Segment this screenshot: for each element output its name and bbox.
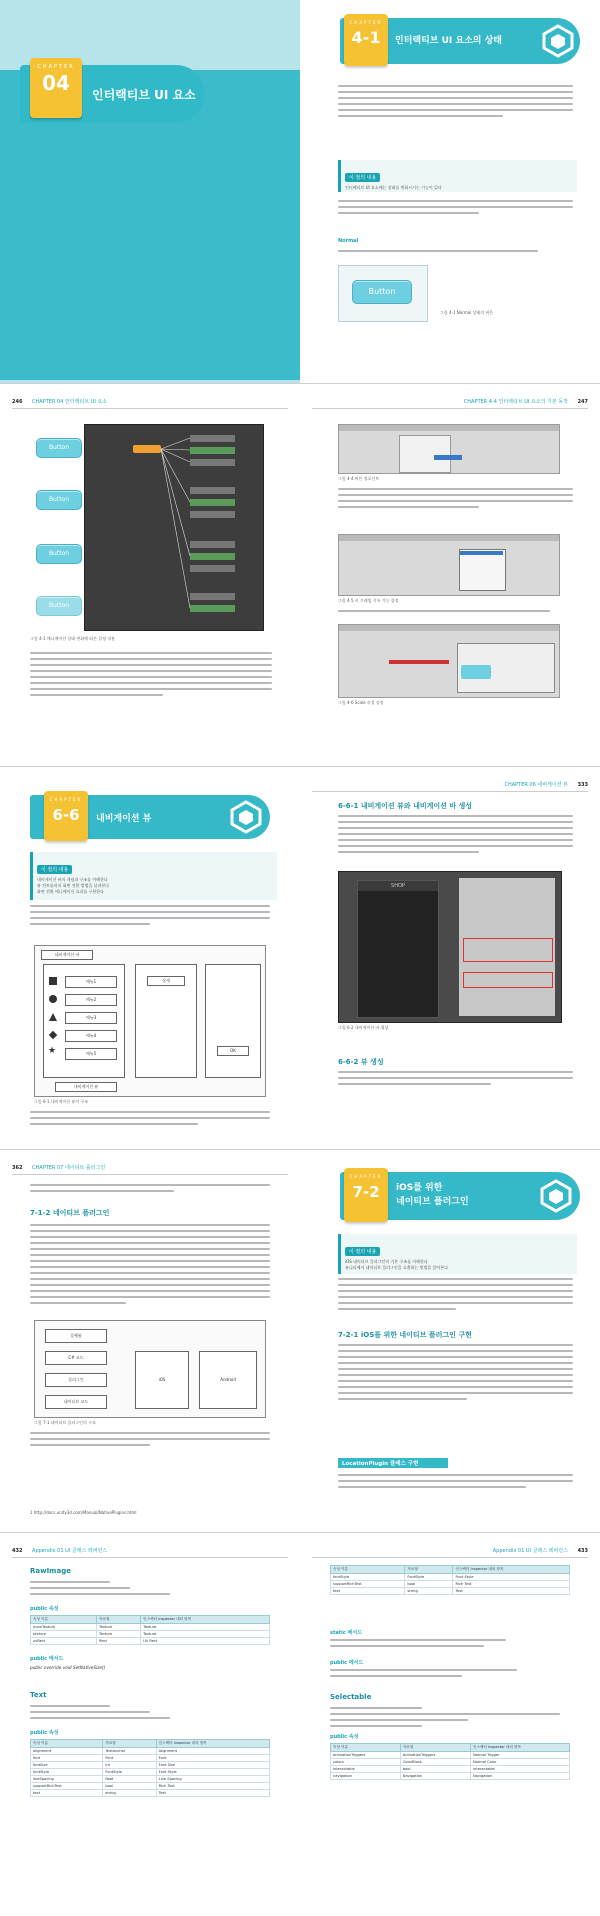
- note-item: iOS 네이티브 플러그인의 기본 구조를 이해한다: [345, 1259, 428, 1264]
- running-header: Appendix 01 UI 클래스 레퍼런스: [492, 1548, 568, 1554]
- body-text-block: [338, 200, 573, 218]
- body-text-block: [330, 1639, 550, 1651]
- table-header: 속성 이름: [31, 1616, 97, 1624]
- body-text-block: [338, 1071, 573, 1089]
- diagram-menu-item: 메뉴1: [65, 976, 117, 988]
- diagram-detail-label: 상세: [147, 976, 185, 986]
- body-text-block: [30, 652, 272, 700]
- diagram-platform-box: 플랫폼: [45, 1329, 107, 1343]
- table-header: 자료형: [400, 1744, 470, 1752]
- running-header: CHAPTER 06 네비게이션 뷰: [504, 782, 568, 788]
- unity-editor-screenshot: [338, 871, 562, 1023]
- native-plugin-diagram: [34, 1320, 266, 1418]
- table-row: fontStyle FontStyle Font Style: [331, 1574, 570, 1581]
- page-header: [312, 781, 588, 792]
- table-row: mainTexture Texture Texture: [31, 1624, 270, 1631]
- table-header: 인스펙터 Inspector 내의 항목: [453, 1566, 570, 1574]
- unity-logo-icon: [228, 799, 264, 835]
- section-number-tag: CHAPTER 6-6: [44, 791, 88, 841]
- page-362: [0, 1150, 300, 1533]
- section-number-tag: [344, 14, 388, 66]
- diagram-ios-box: iOS: [135, 1351, 189, 1409]
- table-header: 자료형: [103, 1740, 156, 1748]
- public-methods-heading: public 메서드: [30, 1656, 64, 1662]
- body-text-block: [30, 1184, 270, 1196]
- table-row: navigation Navigation Navigation: [331, 1773, 570, 1780]
- table-row: text string Text: [31, 1790, 270, 1797]
- running-header: CHAPTER 04 인터랙티브 UI 요소: [32, 399, 108, 405]
- diagram-bottom-label: 내비게이션 뷰: [55, 1082, 117, 1092]
- button-state-highlighted[interactable]: Button: [36, 490, 82, 510]
- body-text-block: [338, 1474, 573, 1492]
- chapter-number: 04: [42, 71, 70, 95]
- body-text-block: [338, 488, 573, 512]
- table-row: animationTriggers AnimationTriggers Normal Trigger: [331, 1752, 570, 1759]
- page-header: [12, 1164, 288, 1175]
- spread-pages-432-433: [0, 1532, 600, 1916]
- figure-caption: 그림 6-2 내비게이션 바 생성: [338, 1025, 389, 1030]
- section-heading: 7-1-2 네이티브 플러그인: [30, 1209, 110, 1217]
- chapter-label: CHAPTER: [37, 64, 75, 70]
- note-item: 화면 전환 애니메이션 효과를 구현한다: [37, 889, 104, 894]
- note-item: 뷰 컨트롤러의 화면 전환 방법을 살펴본다: [37, 883, 110, 888]
- keyframe-record-screenshot: [338, 534, 560, 596]
- button-state-disabled[interactable]: Button: [36, 596, 82, 616]
- page-433: [300, 1533, 600, 1916]
- diagram-ok-button: OK: [217, 1046, 249, 1056]
- page-246: [0, 384, 300, 767]
- animator-screenshot: [84, 424, 264, 631]
- spread-pages-332-333: [0, 766, 600, 1150]
- public-properties-heading: public 속성: [330, 1734, 359, 1740]
- table-header: 속성 이름: [31, 1740, 103, 1748]
- body-text-block: [30, 1432, 270, 1450]
- state-arrows-icon: [85, 425, 263, 630]
- diagram-triangle-icon: [49, 1013, 57, 1021]
- page-432: [0, 1533, 300, 1916]
- reference-heading-rawimage: RawImage: [30, 1567, 71, 1575]
- table-row: uvRect Rect UV Rect: [31, 1638, 270, 1645]
- section-heading: 7-2-1 iOS를 위한 네이티브 플러그인 구현: [338, 1331, 472, 1339]
- static-methods-heading: static 메서드: [330, 1630, 363, 1636]
- diagram-navbar-label: 네비게이션 바: [41, 950, 93, 960]
- public-methods-heading: public 메서드: [330, 1660, 364, 1666]
- diagram-native-box: 네이티브 코드: [45, 1395, 107, 1409]
- note-box: [338, 160, 577, 192]
- body-text-block: [330, 1707, 560, 1731]
- figure-caption: 그림 4-1 애니메이션 상태 변화에 따른 설정 내용: [30, 636, 115, 641]
- chapter-number-tag: [30, 58, 82, 118]
- rawimage-properties-table: [30, 1615, 270, 1645]
- section-title-line-1: iOS를 위한: [396, 1183, 443, 1193]
- diagram-third-panel: [205, 964, 261, 1078]
- table-header: 자료형: [97, 1616, 141, 1624]
- body-text-block: [338, 1344, 573, 1404]
- button-state-normal[interactable]: Button: [36, 438, 82, 458]
- table-row: fontStyle FontStyle Font Style: [31, 1769, 270, 1776]
- table-row: fontSize int Font Size: [31, 1762, 270, 1769]
- table-row: interactable bool Interactable: [331, 1766, 570, 1773]
- running-header: Appendix 01 UI 클래스 레퍼런스: [32, 1548, 108, 1554]
- diagram-csharp-box: C# 코드: [45, 1351, 107, 1365]
- page-333: [300, 767, 600, 1150]
- page-number: 247: [577, 399, 588, 405]
- table-header: 인스펙터 Inspector 내의 항목: [141, 1616, 270, 1624]
- table-header: 속성 이름: [331, 1744, 401, 1752]
- diagram-menu-item: 메뉴2: [65, 994, 117, 1006]
- page-332: [0, 767, 300, 1150]
- table-header: 인스펙터 Inspector 내의 항목: [156, 1740, 269, 1748]
- table-header: 인스펙터 Inspector 내의 항목: [471, 1744, 570, 1752]
- sample-ui-button[interactable]: Button: [352, 280, 412, 304]
- figure-caption: 그림 4-6 Scale 속성 설정: [338, 700, 384, 705]
- body-text-block: [30, 1581, 230, 1599]
- page-header: [12, 1547, 288, 1558]
- note-title: 이 절의 내용: [37, 865, 72, 874]
- table-row: text string Text: [331, 1588, 570, 1595]
- diagram-android-box: Android: [199, 1351, 257, 1409]
- table-header: 속성 이름: [331, 1566, 405, 1574]
- page-header: [312, 1547, 588, 1558]
- section-title-line-2: 네이티브 플러그인: [396, 1197, 469, 1207]
- body-text-block: [30, 1111, 270, 1129]
- section-number: 6-6: [52, 806, 80, 824]
- selectable-properties-table: [330, 1743, 570, 1780]
- table-row: lineSpacing float Line Spacing: [31, 1776, 270, 1783]
- diagram-square-icon: [49, 977, 57, 985]
- section-number: 7-2: [352, 1183, 380, 1201]
- note-item: 유니티에서 네이티브 플러그인을 호출하는 방법을 알아본다: [345, 1265, 448, 1270]
- figure-caption: 그림 4-4 버튼 컴포넌트: [338, 476, 380, 481]
- page-number: 246: [12, 399, 23, 405]
- diagram-menu-item: 메뉴4: [65, 1030, 117, 1042]
- spread-chapter-04: [0, 0, 600, 383]
- section-4-1-page: [300, 0, 600, 383]
- spread-pages-246-247: [0, 383, 600, 767]
- chapter-title: 인터랙티브 UI 요소: [92, 88, 196, 102]
- figure-caption: 그림 4-5 키 프레임 기록 기능 설정: [338, 598, 399, 603]
- body-text-block: [330, 1669, 550, 1681]
- shop-header: SHOP: [358, 881, 438, 891]
- chapter-opener-page: [0, 0, 300, 383]
- unity-logo-icon: [538, 1178, 574, 1214]
- page-header: [12, 398, 288, 409]
- button-component-screenshot: [338, 424, 560, 474]
- scale-property-screenshot: [338, 624, 560, 698]
- body-text-block: [30, 905, 270, 929]
- body-text-block: [30, 1705, 230, 1723]
- section-title: 인터랙티브 UI 요소의 상태: [395, 36, 502, 46]
- method-signature: public override void SetNativeSize(): [30, 1665, 106, 1670]
- body-text-block: [338, 250, 573, 256]
- table-row: supportRichText bool Rich Text: [331, 1581, 570, 1588]
- note-title: 이 절의 내용: [345, 1247, 380, 1256]
- page-number: 433: [577, 1548, 588, 1554]
- section-heading: 6-6-2 뷰 생성: [338, 1058, 384, 1066]
- section-title: 내비게이션 뷰: [96, 814, 152, 824]
- table-row: alignment TextAnchor Alignment: [31, 1748, 270, 1755]
- note-item: 내비게이션 뷰의 개념과 구조를 이해한다: [37, 877, 108, 882]
- page-363: [300, 1150, 600, 1533]
- page-header: [312, 398, 588, 409]
- note-item: 인터랙티브 UI 요소에는 상태를 변화시키는 기능이 있다: [345, 185, 442, 190]
- continued-properties-table: [330, 1565, 570, 1595]
- diagram-menu-item: 메뉴5: [65, 1048, 117, 1060]
- subheading-normal: Normal: [338, 238, 359, 244]
- animation-states-figure: [30, 424, 270, 629]
- diagram-circle-icon: [49, 995, 57, 1003]
- body-text-block: [338, 1278, 573, 1314]
- text-properties-table: [30, 1739, 270, 1797]
- section-number-tag: CHAPTER 7-2: [344, 1168, 388, 1222]
- public-properties-heading: public 속성: [30, 1730, 59, 1736]
- reference-heading-selectable: Selectable: [330, 1693, 372, 1701]
- footnote: 1 http://docs.unity3d.com/Manual/NativePlugins.html: [30, 1510, 137, 1515]
- section-heading: 6-6-1 내비게이션 뷰와 내비게이션 바 생성: [338, 802, 473, 810]
- running-header: CHAPTER 07 네이티브 플러그인: [32, 1165, 106, 1171]
- section-number: 4-1: [351, 28, 381, 47]
- body-text-block: [338, 85, 573, 121]
- table-row: texture Texture Texture: [31, 1631, 270, 1638]
- table-row: colors ColorBlock Normal Color: [331, 1759, 570, 1766]
- page-number: 362: [12, 1165, 23, 1171]
- diagram-star-icon: ★: [48, 1046, 57, 1056]
- body-text-block: [338, 610, 573, 616]
- diagram-plugin-box: 플러그인: [45, 1373, 107, 1387]
- unity-logo-icon: [540, 23, 576, 59]
- table-header: 자료형: [405, 1566, 453, 1574]
- body-text-block: [338, 815, 573, 857]
- spread-pages-362-363: [0, 1149, 600, 1533]
- page-number: 333: [577, 782, 588, 788]
- figure-caption: 그림 7-1 네이티브 플러그인의 구조: [34, 1420, 96, 1425]
- diagram-menu-item: 메뉴3: [65, 1012, 117, 1024]
- note-title: 이 절의 내용: [345, 173, 380, 182]
- note-box: [30, 852, 277, 900]
- section-label: CHAPTER: [349, 20, 383, 25]
- table-row: font Font Font: [31, 1755, 270, 1762]
- public-properties-heading: public 속성: [30, 1606, 59, 1612]
- table-row: supportRichText bool Rich Text: [31, 1783, 270, 1790]
- subsection-label: LocationPlugin 클래스 구현: [342, 1461, 419, 1467]
- page-number: 432: [12, 1548, 23, 1554]
- running-header: CHAPTER 4-4 인터랙티브 UI 요소의 기본 동작: [463, 399, 568, 405]
- page-247: [300, 384, 600, 767]
- button-state-pressed[interactable]: Button: [36, 544, 82, 564]
- navigation-view-diagram: [34, 945, 266, 1097]
- reference-heading-text: Text: [30, 1691, 47, 1699]
- note-box: [338, 1234, 577, 1274]
- body-text-block: [30, 1224, 270, 1308]
- figure-caption: 그림 4-1 Normal 상태의 버튼: [440, 310, 494, 315]
- figure-caption: 그림 6-1 내비게이션 뷰의 구조: [34, 1099, 89, 1104]
